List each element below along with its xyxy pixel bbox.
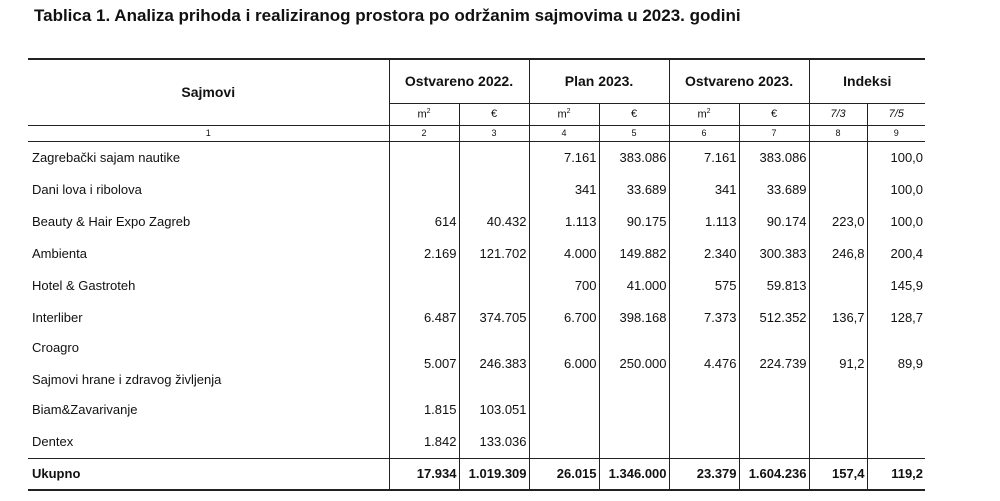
cell-eur-plan: 149.882 [599,238,669,270]
cell-eur-2023: 90.174 [739,206,809,238]
cell-m2-plan: 1.113 [529,206,599,238]
cell-index-7-3: 91,2 [809,334,867,394]
cell-eur-2022: 374.705 [459,302,529,334]
cell-index-7-5 [867,426,925,459]
cell-m2-plan: 7.161 [529,141,599,174]
table-row [28,174,925,206]
fair-name-sajmovi-hrane: Sajmovi hrane i zdravog življenja [32,371,222,387]
cell-m2-plan: 700 [529,270,599,302]
cell-m2-2022: 5.007 [389,334,459,394]
cell-eur-2023: 59.813 [739,270,809,302]
cell-m2-plan [529,394,599,426]
header-ostvareno-2022: Ostvareno 2022. [389,59,529,103]
cell-index-7-3 [809,426,867,459]
header-indeksi: Indeksi [809,59,925,103]
cell-m2-2022 [389,174,459,206]
cell-eur-2023 [739,394,809,426]
colnum-1: 1 [28,125,389,141]
table-row [28,394,925,426]
fair-name-combined [28,334,389,394]
total-m2-2022: 17.934 [389,458,459,490]
colnum-8: 8 [809,125,867,141]
fair-name: Hotel & Gastroteh [28,270,389,302]
cell-index-7-3 [809,141,867,174]
fair-name: Dani lova i ribolova [28,174,389,206]
cell-eur-2022: 133.036 [459,426,529,459]
header-ostvareno-2023: Ostvareno 2023. [669,59,809,103]
index-7-5-label: 7/5 [867,103,925,125]
cell-m2-2022: 6.487 [389,302,459,334]
cell-eur-plan: 383.086 [599,141,669,174]
cell-m2-2023: 7.161 [669,141,739,174]
total-row [28,458,925,490]
cell-index-7-3: 246,8 [809,238,867,270]
total-eur-plan: 1.346.000 [599,458,669,490]
total-index-7-5: 119,2 [867,458,925,490]
table-row [28,238,925,270]
cell-m2-plan [529,426,599,459]
cell-m2-2023: 7.373 [669,302,739,334]
colnum-4: 4 [529,125,599,141]
cell-index-7-5: 145,9 [890,278,924,293]
table-title: Tablica 1. Analiza prihoda i realiziranog prostora po održanim sajmovima u 2023. godini [34,6,741,25]
header-sajmovi: Sajmovi [28,59,389,125]
cell-index-7-5: 200,4 [890,246,924,261]
cell-eur-2022 [459,270,529,302]
cell-index-7-5: 100,0 [890,150,924,165]
cell-eur-2022: 103.051 [459,394,529,426]
colnum-3: 3 [459,125,529,141]
cell-m2-plan: 4.000 [529,238,599,270]
cell-m2-2022 [389,141,459,174]
colnum-9: 9 [867,125,925,141]
colnum-6: 6 [669,125,739,141]
cell-eur-2022: 121.702 [459,238,529,270]
table-row-combined [28,334,925,394]
cell-m2-2023: 2.340 [669,238,739,270]
cell-m2-plan: 6.000 [529,334,599,394]
cell-index-7-5: 128,7 [890,310,924,325]
cell-m2-2023: 1.113 [669,206,739,238]
total-index-7-3: 157,4 [809,458,867,490]
cell-eur-plan: 41.000 [599,270,669,302]
cell-m2-2022: 1.815 [389,394,459,426]
cell-eur-plan [599,394,669,426]
table-row [28,141,925,174]
cell-index-7-3: 223,0 [809,206,867,238]
unit-eur-2023: € [739,103,809,125]
fair-name: Beauty & Hair Expo Zagreb [28,206,389,238]
cell-eur-2023: 300.383 [739,238,809,270]
cell-eur-2023 [739,426,809,459]
total-m2-2023: 23.379 [669,458,739,490]
index-7-3-label: 7/3 [809,103,867,125]
colnum-2: 2 [389,125,459,141]
cell-eur-plan [599,426,669,459]
unit-eur-plan: € [599,103,669,125]
cell-m2-2023: 4.476 [669,334,739,394]
table-row [28,426,925,459]
cell-eur-2023: 224.739 [739,334,809,394]
cell-m2-2022 [389,270,459,302]
table-row [28,302,925,334]
cell-m2-2023: 341 [669,174,739,206]
cell-m2-2022: 1.842 [389,426,459,459]
cell-index-7-5 [867,394,925,426]
unit-m2-2022: $m^2$ [389,103,459,125]
total-eur-2022: 1.019.309 [459,458,529,490]
total-label: Ukupno [28,458,389,490]
colnum-5: 5 [599,125,669,141]
total-eur-2023: 1.604.236 [739,458,809,490]
cell-index-7-3 [809,394,867,426]
table-row [28,206,925,238]
fair-name: Interliber [28,302,389,334]
cell-m2-plan: 341 [529,174,599,206]
cell-eur-plan: 398.168 [599,302,669,334]
cell-eur-2022 [459,174,529,206]
cell-eur-2023: 383.086 [739,141,809,174]
cell-eur-plan: 33.689 [599,174,669,206]
cell-index-7-5: 89,9 [897,356,924,371]
total-m2-plan: 26.015 [529,458,599,490]
table-row [28,270,925,302]
cell-index-7-3 [809,174,867,206]
fair-name: Ambienta [28,238,389,270]
colnum-7: 7 [739,125,809,141]
cell-m2-2022: 2.169 [389,238,459,270]
revenue-space-table [28,58,925,491]
fair-name-croagro: Croagro [32,339,79,355]
cell-m2-2023: 575 [669,270,739,302]
cell-eur-2022: 40.432 [459,206,529,238]
cell-index-7-3 [809,270,867,302]
cell-index-7-3: 136,7 [809,302,867,334]
cell-m2-2023 [669,426,739,459]
header-plan-2023: Plan 2023. [529,59,669,103]
fair-name: Biam&Zavarivanje [28,394,389,426]
cell-m2-plan: 6.700 [529,302,599,334]
cell-m2-2022: 614 [389,206,459,238]
cell-index-7-5: 100,0 [890,182,924,197]
unit-m2-2023: $m^2$ [669,103,739,125]
cell-eur-2022: 246.383 [459,334,529,394]
unit-eur-2022: € [459,103,529,125]
cell-eur-2022 [459,141,529,174]
cell-eur-2023: 33.689 [739,174,809,206]
fair-name: Zagrebački sajam nautike [28,141,389,174]
cell-m2-2023 [669,394,739,426]
cell-eur-plan: 90.175 [599,206,669,238]
unit-m2-plan: $m^2$ [529,103,599,125]
cell-eur-2023: 512.352 [739,302,809,334]
cell-index-7-5: 100,0 [890,214,924,229]
cell-eur-plan: 250.000 [599,334,669,394]
fair-name: Dentex [28,426,389,459]
